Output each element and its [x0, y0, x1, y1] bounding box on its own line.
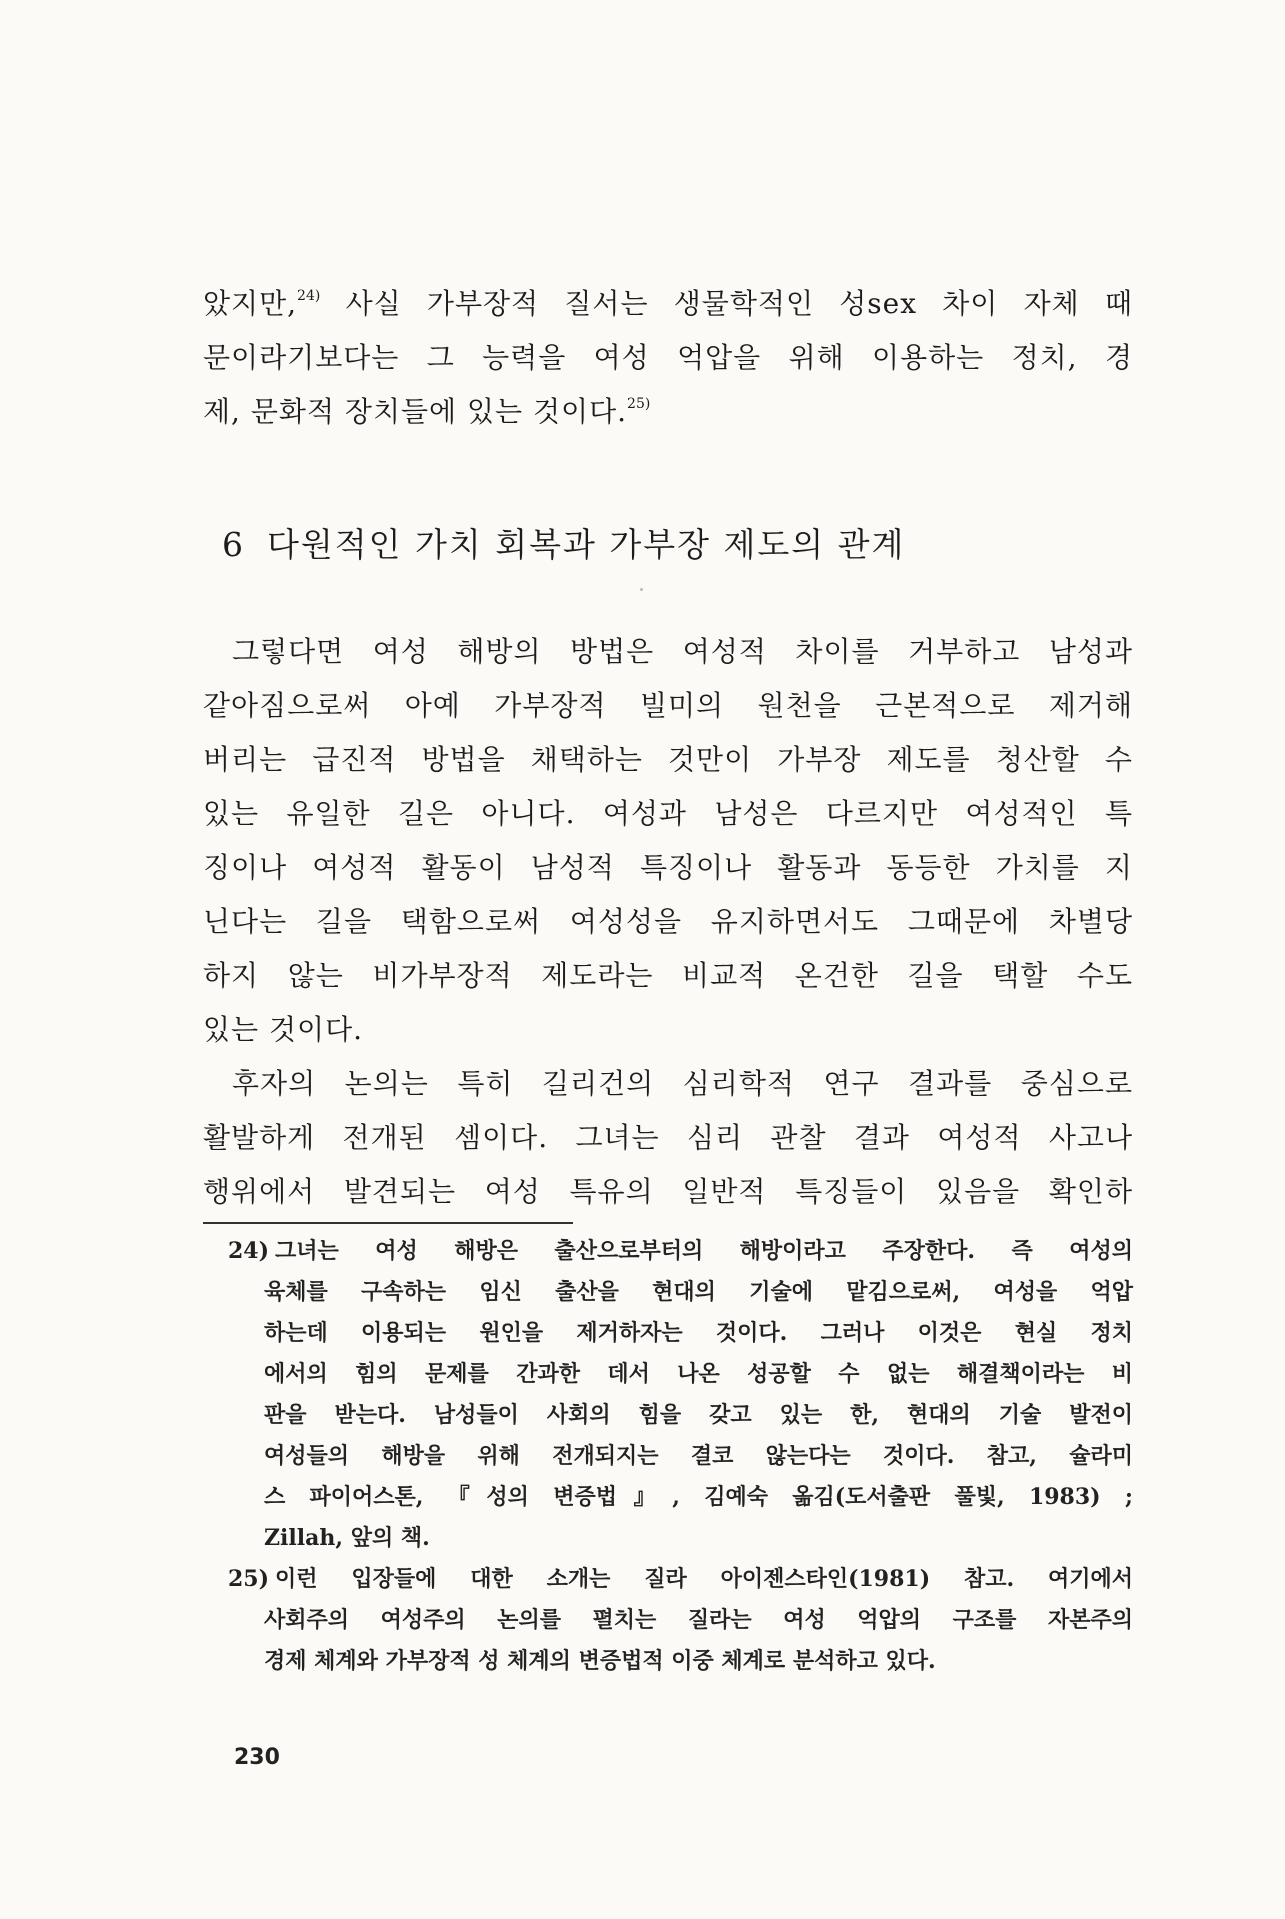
footnote-number: 25) [228, 1566, 270, 1592]
body-text: 사실 가부장적 질서는 생물학적인 성sex 차이 자체 때 [320, 287, 1133, 320]
body-line: 있는 것이다. [203, 1013, 364, 1046]
body-line: 닌다는 길을 택함으로써 여성성을 유지하면서도 그때문에 차별당 [203, 905, 1133, 938]
body-line: 같아짐으로써 아예 가부장적 빌미의 원천을 근본적으로 제거해 [203, 689, 1133, 722]
body-line: 하지 않는 비가부장적 제도라는 비교적 온건한 길을 택할 수도 [203, 959, 1133, 992]
footnote-line: 육체를 구속하는 임신 출산을 현대의 기술에 맡김으로써, 여성을 억압 [264, 1279, 1133, 1305]
body-line: 그렇다면 여성 해방의 방법은 여성적 차이를 거부하고 남성과 [232, 635, 1133, 668]
body-text: 제, 문화적 장치들에 있는 것이다. [203, 395, 628, 428]
footnote-line: 스 파이어스톤, 『성의 변증법』, 김예숙 옮김(도서출판 풀빛, 1983) ; [264, 1484, 1133, 1510]
section-heading [222, 522, 905, 568]
body-line [203, 284, 1133, 324]
section-title: 다원적인 가치 회복과 가부장 제도의 관계 [267, 525, 906, 564]
footnote-line: 여성들의 해방을 위해 전개되지는 결코 않는다는 것이다. 참고, 슐라미 [264, 1443, 1133, 1469]
footnote-separator [203, 1222, 573, 1224]
footnote-line: 판을 받는다. 남성들이 사회의 힘을 갖고 있는 한, 현대의 기술 발전이 [264, 1402, 1133, 1428]
footnote-24 [228, 1234, 1133, 1269]
body-line: 문이라기보다는 그 능력을 여성 억압을 위해 이용하는 정치, 경 [203, 341, 1133, 374]
footnote-ref-25[interactable]: 25) [627, 396, 651, 412]
footnote-line: 하는데 이용되는 원인을 제거하자는 것이다. 그러나 이것은 현실 정치 [264, 1320, 1133, 1346]
section-number: 6 [222, 525, 245, 564]
body-line: 있는 유일한 길은 아니다. 여성과 남성은 다르지만 여성적인 특 [203, 797, 1133, 830]
footnote-number: 24) [228, 1238, 270, 1264]
footnote-25 [228, 1562, 1133, 1597]
footnote-text: 이런 입장들에 대한 소개는 질라 아이젠스타인(1981) 참고. 여기에서 [275, 1566, 1133, 1592]
footnote-line: 에서의 힘의 문제를 간과한 데서 나온 성공할 수 없는 해결책이라는 비 [264, 1361, 1133, 1387]
body-line: 징이나 여성적 활동이 남성적 특징이나 활동과 동등한 가치를 지 [203, 851, 1133, 884]
body-line: 활발하게 전개된 셈이다. 그녀는 심리 관찰 결과 여성적 사고나 [203, 1121, 1133, 1154]
body-text: 았지만, [203, 287, 298, 320]
footnote-line: 경제 체계와 가부장적 성 체계의 변증법적 이중 체계로 분석하고 있다. [264, 1648, 936, 1674]
print-speck [640, 588, 643, 591]
body-line: 후자의 논의는 특히 길리건의 심리학적 연구 결과를 중심으로 [232, 1067, 1133, 1100]
body-line: 버리는 급진적 방법을 채택하는 것만이 가부장 제도를 청산할 수 [203, 743, 1133, 776]
body-line: 행위에서 발견되는 여성 특유의 일반적 특징들이 있음을 확인하 [203, 1175, 1133, 1208]
footnote-ref-24[interactable]: 24) [297, 288, 321, 304]
footnote-line: 사회주의 여성주의 논의를 펼치는 질라는 여성 억압의 구조를 자본주의 [264, 1607, 1133, 1633]
footnote-text: 그녀는 여성 해방은 출산으로부터의 해방이라고 주장한다. 즉 여성의 [275, 1238, 1133, 1264]
page-number: 230 [234, 1745, 280, 1770]
footnote-line: Zillah, 앞의 책. [264, 1525, 430, 1551]
body-line [203, 392, 1133, 432]
